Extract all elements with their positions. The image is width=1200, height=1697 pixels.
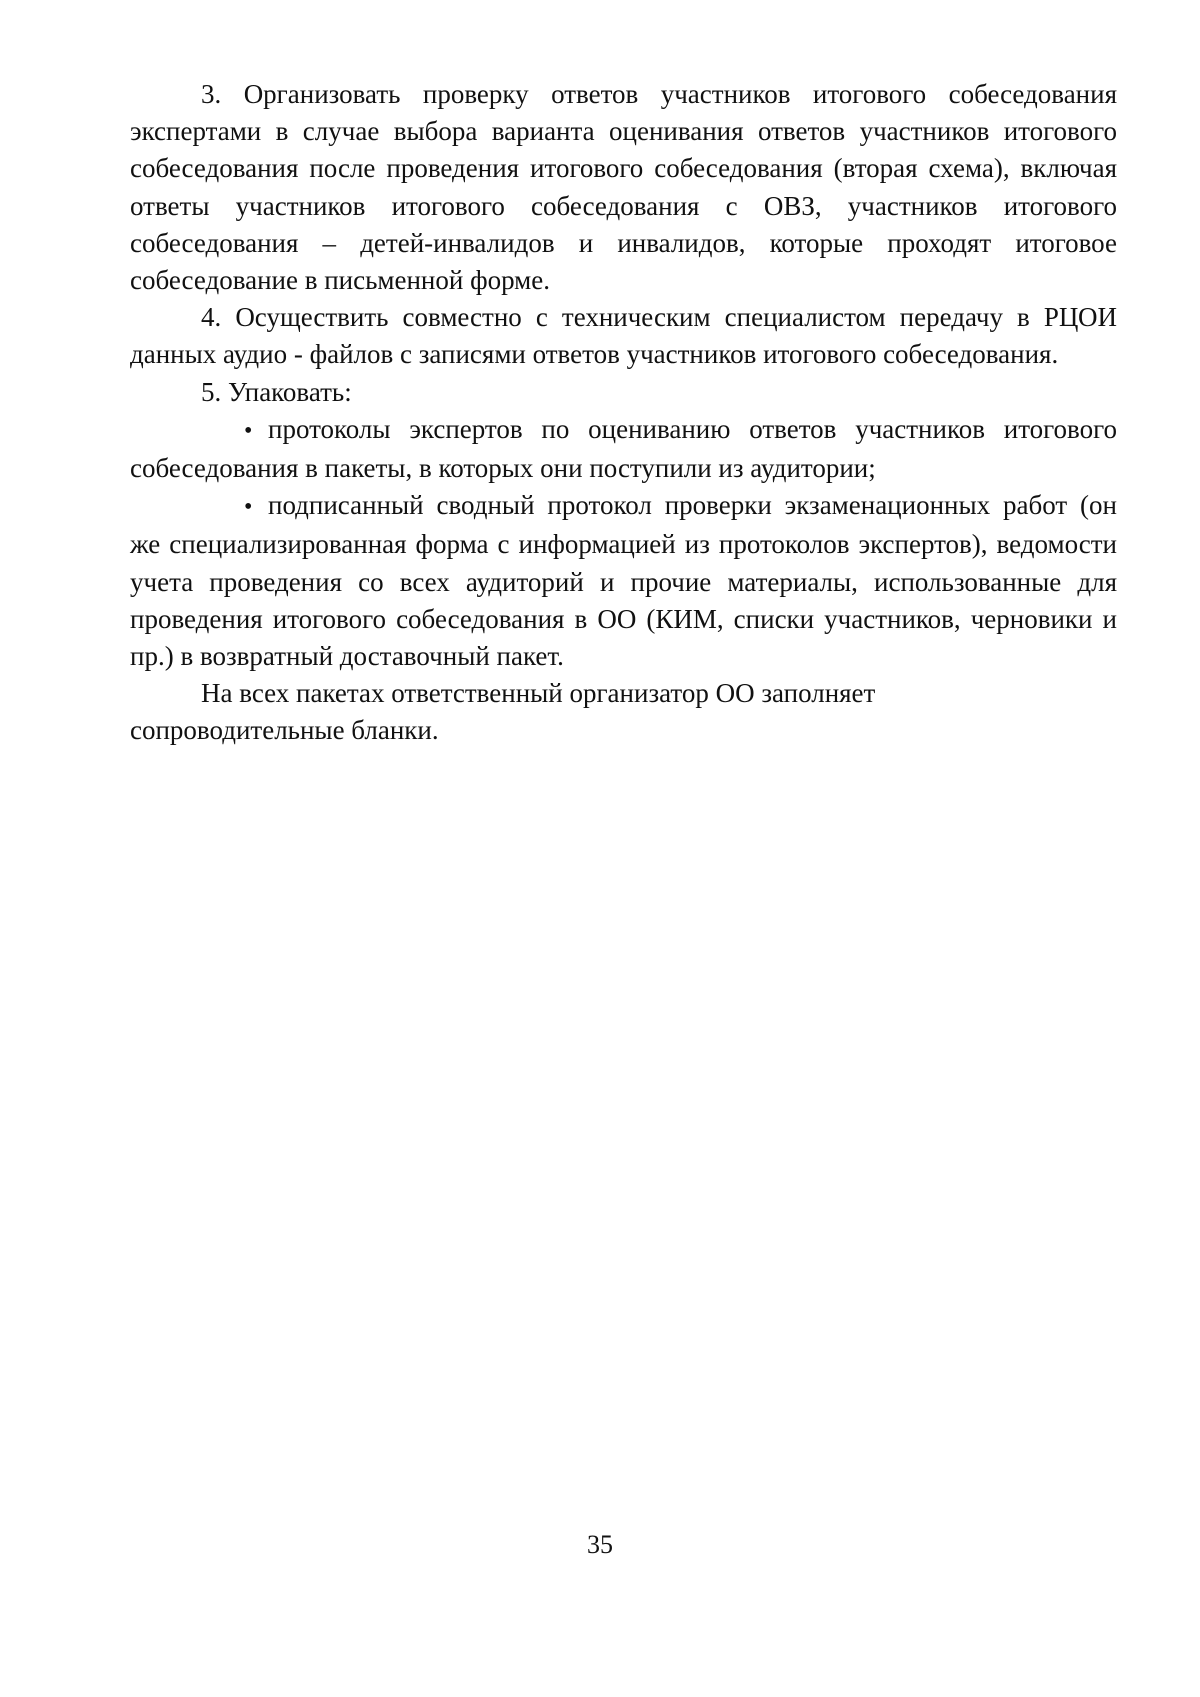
paragraph-final-line-2: сопроводительные бланки. [130,715,439,746]
paragraph-item-4: 4. Осуществить совместно с техническим специалистом передачу в РЦОИ данных аудио - файлов с записями ответов участников итогового собеседования. [130,302,1117,370]
bullet-item-2 [130,487,1117,675]
bullet-text-2: подписанный сводный протокол проверки экзаменационных работ (он же специализированная форма с информацией из протоколов экспертов), ведомости учета проведения со всех аудиторий и прочие материалы, использованные для проведения итогового собеседования в ОО (КИМ, списки участников, черновики и пр.) в возвратный доставочный пакет. [130,490,1117,672]
bullet-icon: • [244,494,253,521]
paragraph-item-3: 3. Организовать проверку ответов участников итогового собеседования экспертами в случае выбора варианта оценивания ответов участников итогового собеседования после проведения итогового собеседования (вторая схема), включая ответы участников итогового собеседования с ОВЗ, участников итогового собеседования – детей-инвалидов и инвалидов, которые проходят итоговое собеседование в письменной форме. [130,79,1117,296]
document-body [130,76,1117,750]
page-number: 35 [587,1530,613,1559]
paragraph-final-line-1: На всех пакетах ответственный организатор ОО заполняет [201,678,876,709]
bullet-item-1 [130,411,1117,487]
paragraph-item-5: 5. Упаковать: [201,376,352,407]
bullet-icon: • [244,417,253,444]
bullet-text-1: протоколы экспертов по оцениванию ответов участников итогового собеседования в пакеты, в которых они поступили из аудитории; [130,413,1117,484]
